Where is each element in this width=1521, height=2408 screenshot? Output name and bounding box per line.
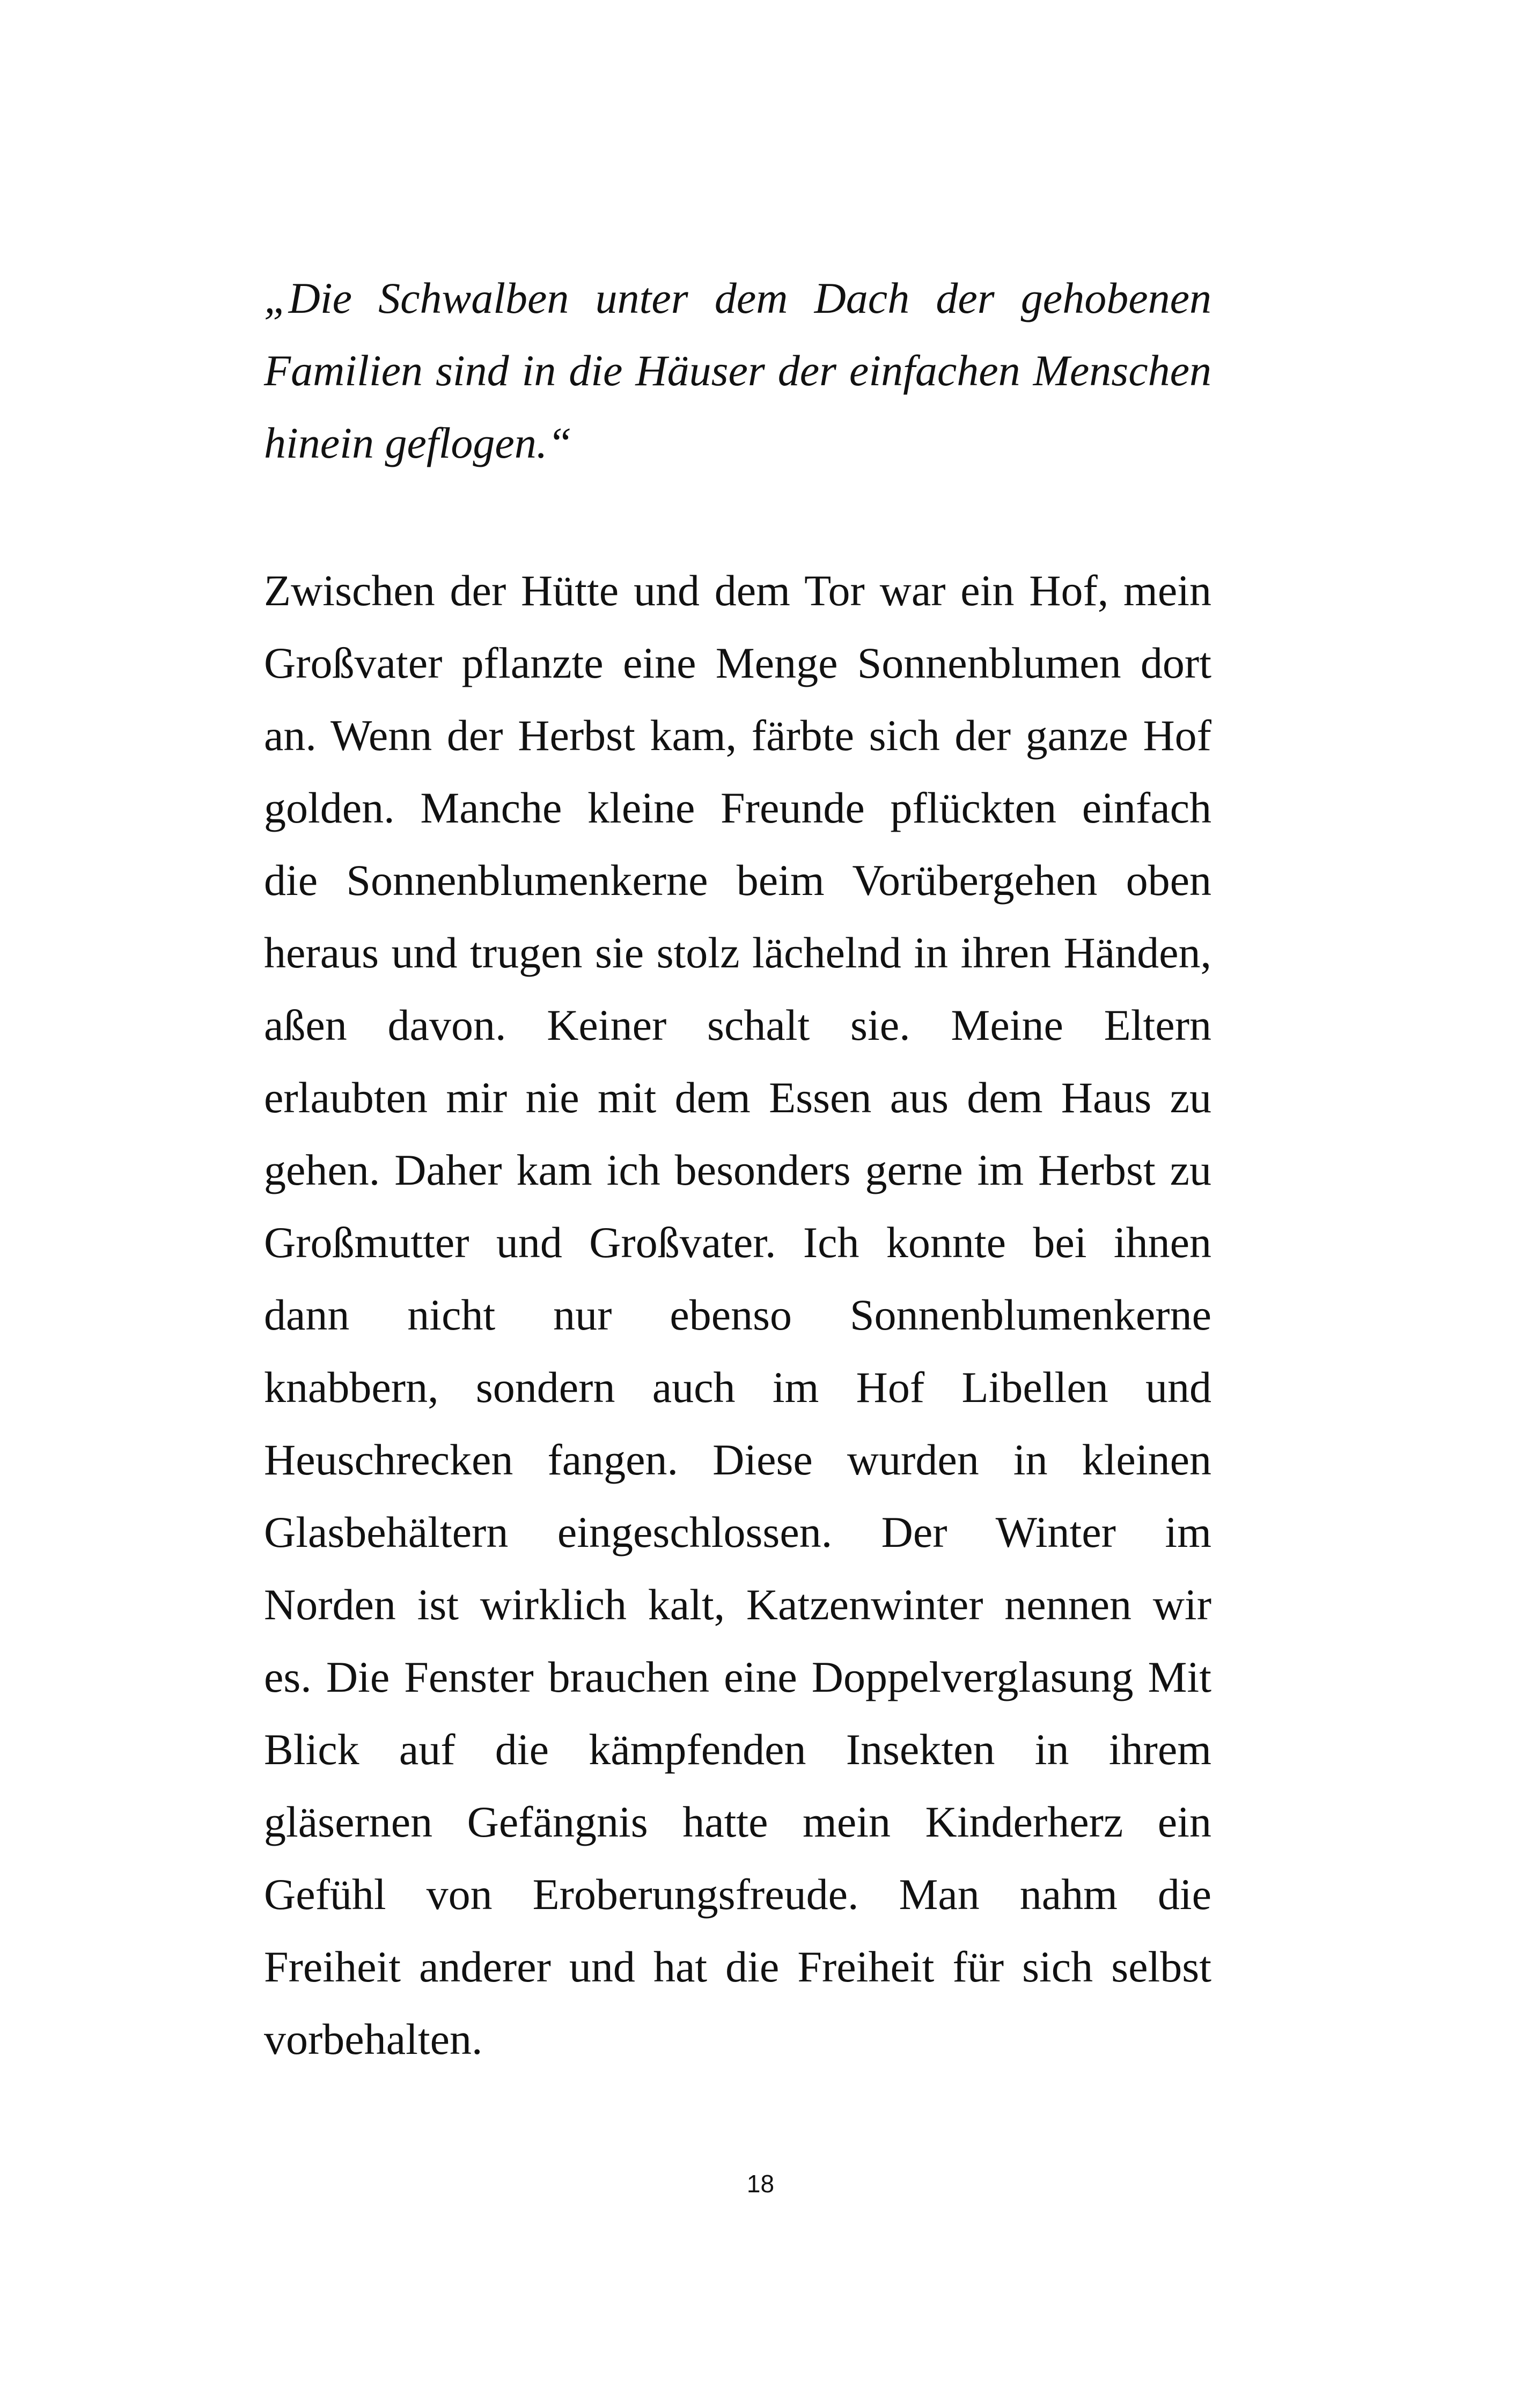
paragraph-line: heraus und trugen sie stolz lächelnd in ihren Händen,: [264, 928, 1211, 977]
paragraph-line: knabbern, sondern auch im Hof Libellen und: [264, 1363, 1211, 1412]
paragraph-line: Norden ist wirklich kalt, Katzenwinter nennen wir: [264, 1580, 1211, 1629]
paragraph-line: Heuschrecken fangen. Diese wurden in kleinen: [264, 1435, 1211, 1484]
paragraph-line: Blick auf die kämpfenden Insekten in ihrem: [264, 1725, 1211, 1774]
paragraph-line: Großmutter und Großvater. Ich konnte bei ihnen: [264, 1218, 1211, 1267]
page-number: 18: [746, 2170, 775, 2198]
paragraph-line: Großvater pflanzte eine Menge Sonnenblumen dort: [264, 638, 1211, 687]
quote-line: Familien sind in die Häuser der einfachen Menschen: [264, 346, 1211, 395]
paragraph-line: aßen davon. Keiner schalt sie. Meine Eltern: [264, 1001, 1211, 1049]
paragraph-line: Freiheit anderer und hat die Freiheit für sich selbst: [264, 1942, 1211, 1991]
paragraph-line: Gefühl von Eroberungsfreude. Man nahm die: [264, 1870, 1211, 1919]
paragraph-line: Glasbehältern eingeschlossen. Der Winter im: [264, 1508, 1211, 1557]
paragraph-line: erlaubten mir nie mit dem Essen aus dem Haus zu: [264, 1073, 1211, 1122]
body-paragraph: [264, 554, 1211, 2075]
paragraph-line: gläsernen Gefängnis hatte mein Kinderherz ein: [264, 1797, 1211, 1846]
paragraph-line: vorbehalten.: [264, 2015, 483, 2064]
paragraph-line: dann nicht nur ebenso Sonnenblumenkerne: [264, 1290, 1211, 1339]
paragraph-line: gehen. Daher kam ich besonders gerne im Herbst zu: [264, 1146, 1211, 1194]
paragraph-line: Zwischen der Hütte und dem Tor war ein Hof, mein: [264, 566, 1211, 615]
paragraph-line: es. Die Fenster brauchen eine Doppelverglasung Mit: [264, 1653, 1211, 1701]
paragraph-line: an. Wenn der Herbst kam, färbte sich der ganze Hof: [264, 711, 1211, 760]
quote-line: hinein geflogen.“: [264, 419, 572, 467]
quote-line: „Die Schwalben unter dem Dach der gehobenen: [264, 274, 1211, 322]
paragraph-line: golden. Manche kleine Freunde pflückten einfach: [264, 783, 1211, 832]
italic-quote: [264, 262, 1211, 479]
paragraph-line: die Sonnenblumenkerne beim Vorübergehen oben: [264, 856, 1211, 905]
